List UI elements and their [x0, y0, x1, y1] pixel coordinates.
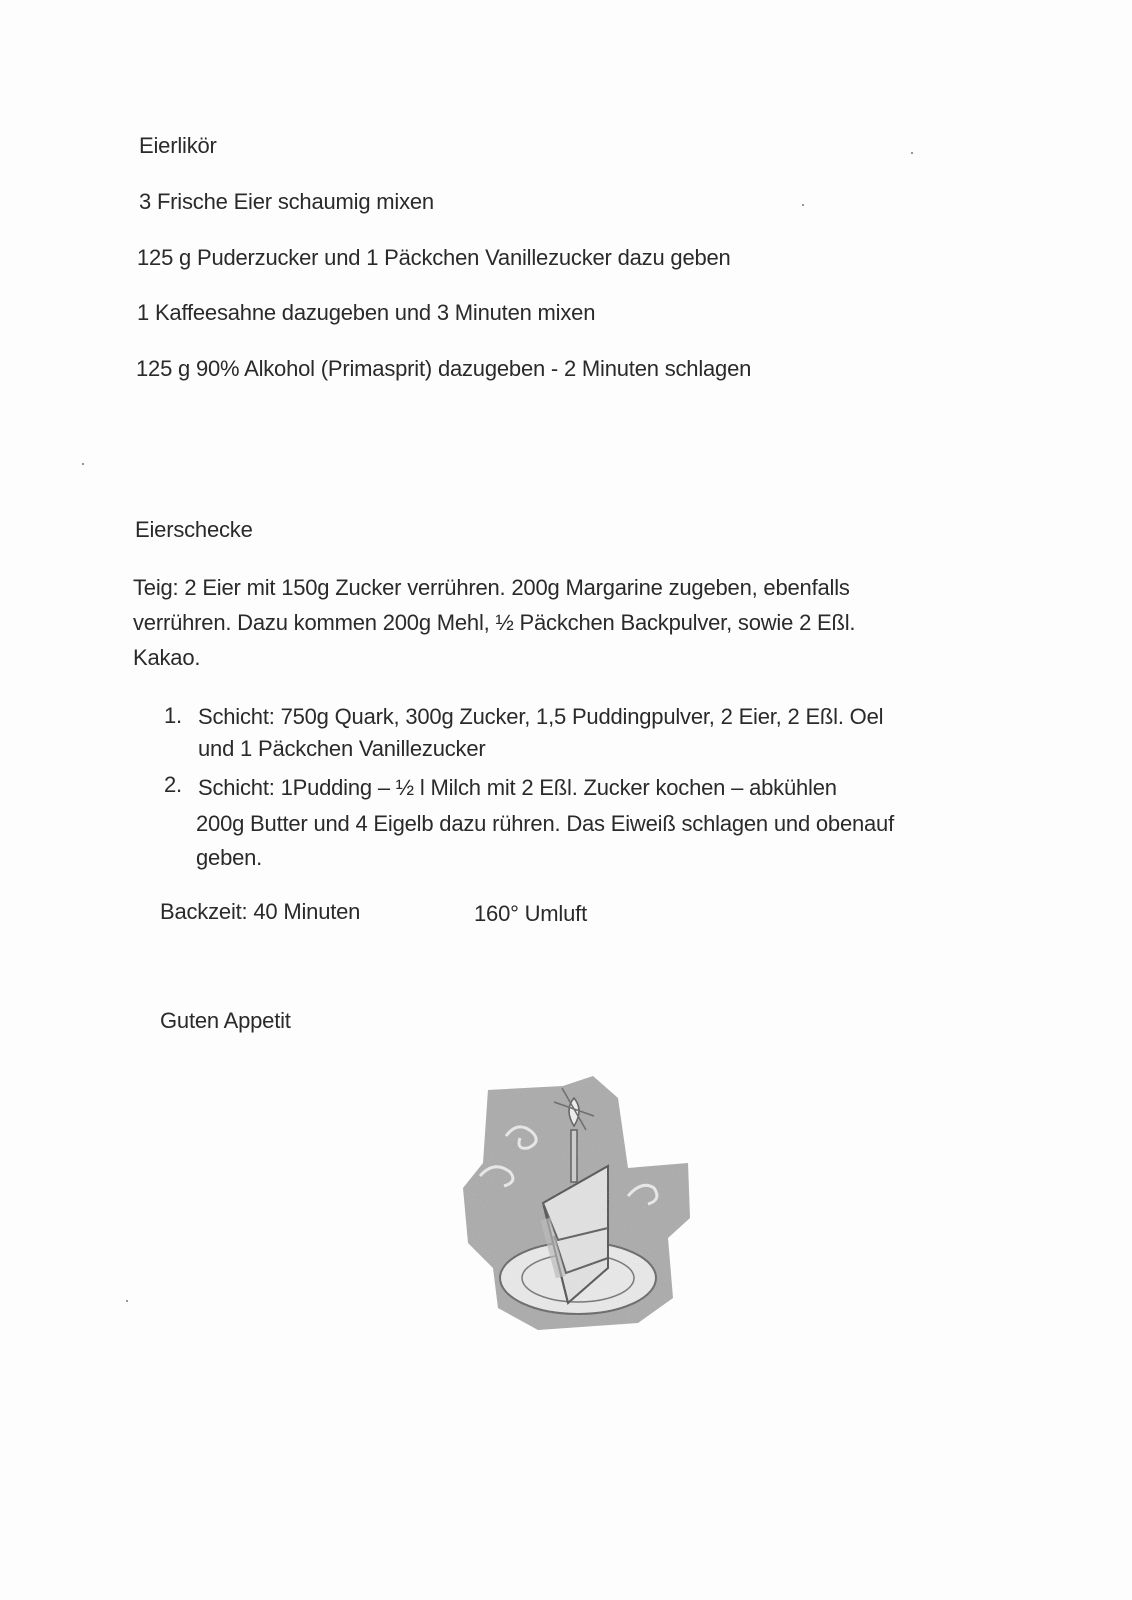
- step-number: 1.: [164, 703, 182, 728]
- scan-speck: [82, 463, 84, 465]
- scan-speck: [126, 1300, 128, 1302]
- step-line: und 1 Päckchen Vanillezucker: [198, 736, 486, 761]
- step-line: Schicht: 1Pudding – ½ l Milch mit 2 Eßl. Zucker kochen – abkühlen: [198, 775, 837, 800]
- scan-speck: [802, 204, 804, 206]
- teig-line: Teig: 2 Eier mit 150g Zucker verrühren. 200g Margarine zugeben, ebenfalls: [133, 575, 850, 600]
- teig-line: verrühren. Dazu kommen 200g Mehl, ½ Päckchen Backpulver, sowie 2 Eßl.: [133, 610, 856, 635]
- temperatur: 160° Umluft: [474, 901, 587, 926]
- step-line: 200g Butter und 4 Eigelb dazu rühren. Das Eiweiß schlagen und obenauf: [196, 811, 895, 836]
- recipe-title: Eierlikör: [139, 133, 217, 158]
- step-line: Schicht: 750g Quark, 300g Zucker, 1,5 Puddingpulver, 2 Eier, 2 Eßl. Oel: [198, 704, 884, 729]
- recipe-line: 125 g 90% Alkohol (Primasprit) dazugeben - 2 Minuten schlagen: [136, 356, 752, 381]
- scan-speck: [911, 152, 913, 154]
- teig-line: Kakao.: [133, 645, 201, 670]
- cake-slice-with-candle-icon: [458, 1068, 698, 1338]
- closing-text: Guten Appetit: [160, 1008, 291, 1033]
- recipe-line: 3 Frische Eier schaumig mixen: [139, 189, 434, 214]
- recipe-line: 1 Kaffeesahne dazugeben und 3 Minuten mixen: [137, 300, 596, 325]
- recipe-title: Eierschecke: [135, 517, 253, 542]
- step-number: 2.: [164, 772, 182, 797]
- backzeit: Backzeit: 40 Minuten: [160, 899, 361, 924]
- recipe-line: 125 g Puderzucker und 1 Päckchen Vanillezucker dazu geben: [137, 245, 731, 270]
- step-line: geben.: [196, 845, 263, 870]
